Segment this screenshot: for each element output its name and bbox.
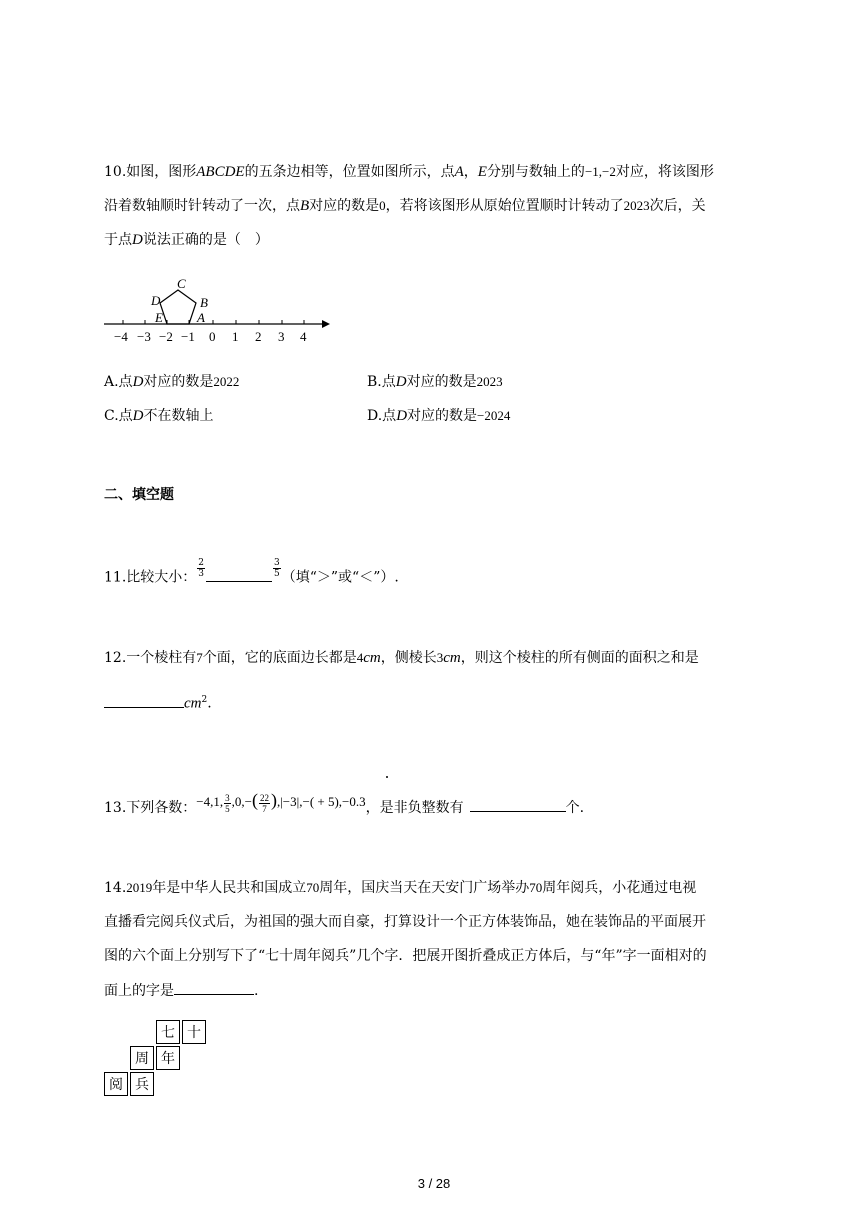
q13-number-list: −4,1, $\frac{3}{5}$ ,0,−( $\frac{22}{7}$ ),|−3|,−( + 5),−0.3 [196, 790, 366, 814]
tick-label: −4 [114, 329, 128, 344]
tick-label: 1 [232, 329, 239, 344]
q11-answer-blank[interactable] [206, 567, 272, 582]
label-d: D [151, 293, 161, 308]
q14-answer-blank[interactable] [174, 980, 254, 995]
q10-option-c[interactable]: C.点D不在数轴上 [104, 408, 214, 424]
q10-option-d[interactable]: D.点D对应的数是−2024 [367, 408, 511, 424]
tick-label: −3 [137, 329, 151, 344]
net-cell: 十 [182, 1020, 206, 1044]
tick-label: 0 [209, 329, 216, 344]
pentagon-abcde [160, 290, 196, 324]
net-cell: 周 [130, 1046, 154, 1070]
q12-answer-blank[interactable] [104, 693, 184, 708]
q13-line: 13.下列各数：−4,1, $\frac{3}{5}$ ,0,−( $\frac{22}{7}$ ),|−3|,−( + 5),−0.3，是非负整数有 个. [104, 790, 585, 816]
net-cell: 年 [156, 1046, 180, 1070]
net-cell: 阅 [104, 1072, 128, 1096]
net-cell: 七 [156, 1020, 180, 1044]
tick-label: −1 [181, 329, 195, 344]
tick-label: 4 [300, 329, 307, 344]
q10-option-b[interactable]: B.点D对应的数是2023 [367, 374, 503, 390]
page-number: 3 / 28 [417, 1176, 451, 1191]
q11-line: 11.比较大小： $\frac{2}{3}$ $\frac{3}{5}$ （填“＞”或“＜”）. [104, 558, 399, 586]
fraction-twenty-two-sevenths: $\frac{22}{7}$ [259, 792, 269, 814]
q14-line1: 14.2019年是中华人民共和国成立70周年，国庆当天在天安门广场举办70周年阅兵，小花通过电视 [104, 880, 697, 896]
fraction-three-fifths: $\frac{3}{5}$ [274, 558, 280, 579]
fraction-three-fifths: $\frac{3}{5}$ [225, 792, 230, 814]
number-line-ticks [123, 320, 304, 324]
q10-option-a[interactable]: A.点D对应的数是2022 [104, 374, 240, 390]
tick-label: 3 [278, 329, 285, 344]
q14-line4: 面上的字是 . [104, 980, 258, 1001]
cube-net [104, 1020, 214, 1100]
tick-label: 2 [255, 329, 262, 344]
q10-line1: 10.如图，图形ABCDE的五条边相等，位置如图所示，点A，E分别与数轴上的−1,−2对应，将该图形 [104, 164, 714, 180]
label-b: B [200, 295, 208, 310]
number-line-arrow [322, 320, 330, 328]
label-a: A [197, 310, 205, 325]
q14-line3: 图的六个面上分别写下了“七十周年阅兵”几个字．把展开图折叠成正方体后，与“年”字一面相对的 [104, 948, 707, 964]
section-heading: 二、填空题 [104, 487, 174, 503]
q12-line2: $cm^2$. [104, 690, 212, 714]
repeating-decimal-dot [386, 776, 388, 778]
q13-answer-blank[interactable] [470, 797, 566, 812]
tick-label: −2 [159, 329, 173, 344]
q10-line2: 沿着数轴顺时针转动了一次，点B对应的数是0，若将该图形从原始位置顺时计转动了2023次后，关 [104, 198, 706, 214]
net-cell: 兵 [130, 1072, 154, 1096]
q12-line1: 12.一个棱柱有7个面，它的底面边长都是4cm，侧棱长3cm，则这个棱柱的所有侧面的面积之和是 [104, 650, 699, 666]
label-e: E [155, 310, 163, 325]
q10-number-line-figure [100, 272, 336, 348]
fraction-two-thirds: $\frac{2}{3}$ [198, 558, 204, 579]
q14-line2: 直播看完阅兵仪式后，为祖国的强大而自豪，打算设计一个正方体装饰品，她在装饰品的平面展开 [104, 914, 706, 930]
q10-line3: 于点D说法正确的是（ ） [104, 232, 269, 248]
label-c: C [177, 276, 186, 291]
